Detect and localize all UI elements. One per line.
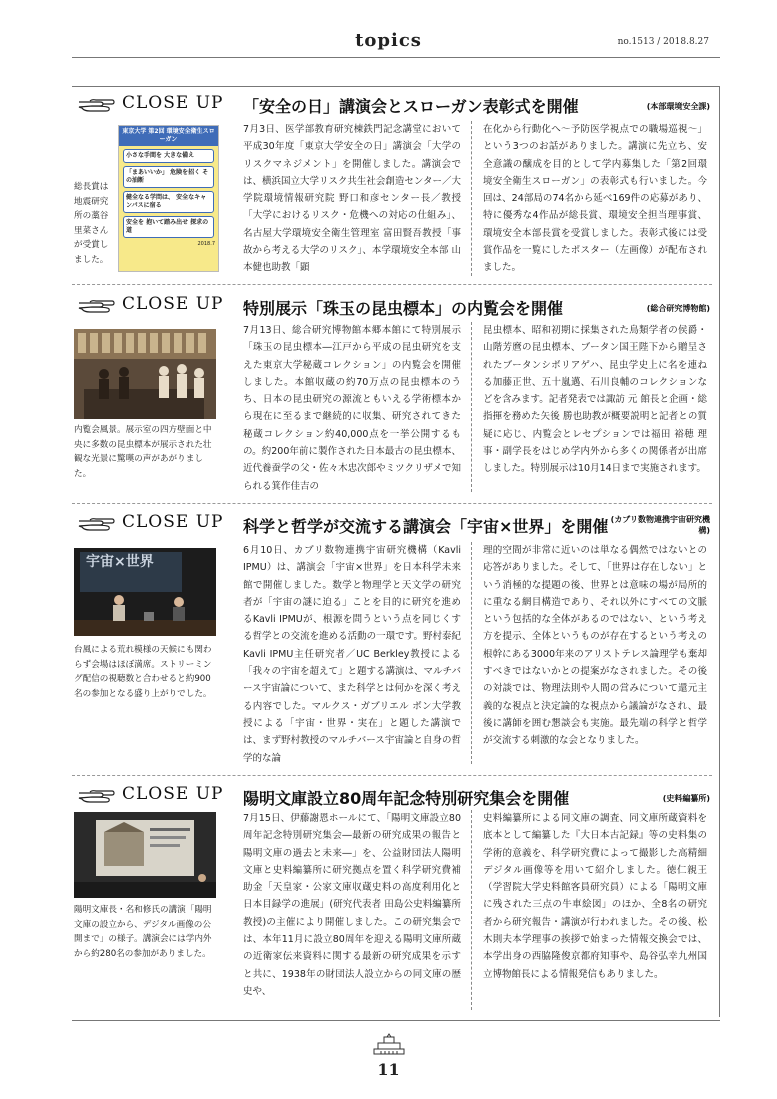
lecture-photo	[74, 548, 216, 636]
right-border	[719, 87, 720, 1017]
poster-slogan: 健全なる学問は、 安全なキャンパスに宿る	[123, 191, 214, 213]
column-divider	[471, 542, 472, 764]
poster-year: 2018.7	[197, 241, 215, 247]
pointing-hand-icon	[78, 786, 116, 804]
photo-caption: 陽明文庫長・名和修氏の講演「陽明文庫の設立から、デジタル画像の公開まで」の様子。講演会には学内外から約280名の参加がありました。	[74, 905, 212, 959]
section-divider	[72, 284, 712, 285]
article-title: 「安全の日」講演会とスローガン表彰式を開催	[243, 97, 579, 116]
exhibition-photo	[74, 329, 216, 419]
close-up-label: CLOSE UP	[122, 294, 224, 314]
screen-text: 宇宙×世界	[80, 552, 182, 592]
article-body-col1: 7月15日、伊藤謝恩ホールにて、「陽明文庫設立80周年記念特別研究集会―最新の研究成果の報告と陽明文庫の過去と未来―」を、公益財団法人陽明文庫と史料編纂所に研究拠点を置く科学研究費補助金「天皇家・公家文庫収蔵史料の高度利用化と日本目録学の進展」(研究代表者 田島公史料編纂所教授)の主催により開催しました。この研究集会では、本年11月に設立80周年を迎える陽明文庫所蔵の近衛家伝来資料に関する最新の研究成果を示すと共に、1938年の財団法人設立からの同文庫の歴史や、	[243, 813, 461, 997]
footer-rule	[72, 1020, 720, 1021]
article-body-col1: 7月13日、総合研究博物館本郷本館にて特別展示「珠玉の昆虫標本―江戸から平成の昆虫研究を支えた東京大学秘蔵コレクション」の内覧会を開催しました。本館収蔵の約70万点の昆虫標本のうち、日本の昆虫研究の源流ともいえる学術標本から現在に至るまで継続的に収集、研究されてきた秘蔵コレクション約40,000点を一挙公開するもの。約200年前に製作された日本最古の昆虫標本、近代養蚕学の父・佐々木忠次郎やミツクリザメで知られる箕作佳吉の	[243, 325, 461, 492]
close-up-label: CLOSE UP	[122, 93, 224, 113]
poster-slogan: 安全を 抱いて踏み出せ 探求の道	[123, 216, 214, 238]
yasuda-auditorium-icon	[372, 1033, 406, 1055]
section-divider	[72, 503, 712, 504]
poster-header: 東京大学 第2回 環境安全衛生スローガン	[119, 126, 218, 146]
column-divider	[471, 121, 472, 276]
content-top-rule	[72, 86, 720, 87]
article-body-col2: 在化から行動化へ〜予防医学視点での職場巡視〜」という3つのお話がありました。講演に先立ち、安全意識の醸成を目的として学内募集した「第2回環境安全衛生スローガン」の表彰式も行いました。今回は、24部局の74名から延べ169件の応募があり、特に優秀な4作品が総長賞、環境安全担当理事賞、環境安全本部長賞を受賞しました。表彰式後には受賞作品を一覧にしたポスター（左画像）が配布されました。	[483, 124, 707, 274]
header-rule	[72, 57, 720, 58]
article-title: 特別展示「珠玉の昆虫標本」の内覧会を開催	[243, 299, 564, 318]
article-dept: (総合研究博物館)	[646, 304, 710, 313]
lecture-hall-photo	[74, 812, 216, 898]
photo-caption: 台風による荒れ模様の天候にも関わらず会場はほぼ満席。ストリーミング配信の視聴数と合わせると約900名の参加となる盛り上がりでした。	[74, 645, 212, 699]
page-number: 11	[377, 1060, 400, 1079]
article-title: 陽明文庫設立80周年記念特別研究集会を開催	[243, 789, 570, 808]
pointing-hand-icon	[78, 296, 116, 314]
photo-caption: 内覧会風景。展示室の四方壁面と中央に多数の昆虫標本が展示された壮観な光景に驚嘆の声があがりました。	[74, 425, 212, 479]
article-dept: (カブリ数物連携宇宙研究機構)	[610, 515, 710, 535]
column-divider	[471, 322, 472, 492]
photo-caption: 総長賞は地震研究所の藁谷里菜さんが受賞しました。	[74, 182, 109, 265]
article-dept: (史料編纂所)	[662, 794, 710, 803]
column-divider	[471, 810, 472, 1010]
poster-slogan: 小さな手間を 大きな備え	[123, 149, 214, 163]
article-body-col2: 昆虫標本、昭和初期に採集された鳥類学者の侯爵・山階芳麿の昆虫標本、ブータン国王陛下から贈呈されたブータンシボリアゲハ、昆虫学史上に名を連ねる加藤正世、五十嵐邁、石川良輔のコレクションなどを含みます。記者発表では諏訪 元 館長と企画・総指揮を務めた矢後 勝也助教が概要説明と記者との質疑に応じ、内覧会とレセプションでは福田 裕穂 理事・副学長をはじめ学内外から多くの関係者が出席しました。特別展示は10月14日まで実施されます。	[483, 325, 707, 475]
pointing-hand-icon	[78, 95, 116, 113]
article-dept: (本部環境安全課)	[646, 102, 710, 111]
article-title: 科学と哲学が交流する講演会「宇宙×世界」を開催	[243, 517, 609, 536]
article-body-col2: 史料編纂所による同文庫の調査、同文庫所蔵資料を底本として編纂した『大日本古記録』等の史料集の学術的意義を、科学研究費によって撮影した高精細デジタル画像等を用いて紹介しました。徳仁親王（学習院大学史料館客員研究員）による「陽明文庫に残された三点の牛車絵図」のほか、全8名の研究者から研究報告・講演が行われました。その後、松木則夫本学理事の挨拶で始まった情報交換会では、本学出身の西脇隆俊京都府知事や、島谷弘幸九州国立博物館長による情報発信もありました。	[483, 813, 707, 980]
speakers-illustration	[74, 548, 216, 636]
issue-number: no.1513 / 2018.8.27	[617, 37, 709, 47]
close-up-label: CLOSE UP	[122, 784, 224, 804]
pointing-hand-icon	[78, 514, 116, 532]
section-divider	[72, 775, 712, 776]
page-header-title: topics	[355, 30, 422, 51]
slogan-poster	[118, 125, 219, 272]
article-body-col2: 理的空間が非常に近いのは単なる偶然ではないとの応答がありました。そして、「世界は存在しない」という消極的な提題の後、世界とは意味の場が局所的に重なる網目構造であり、それ以外にすべての文脈という包括的な全体があるのではない、という考え方を提示、全体というものが存在するという考えの根幹にある3000年来のアリストテレス論理学も棄却すべきではないかとの提案がなされました。その後の対談では、物理法則や人間の営みについて還元主義的な視点と決定論的な視点から議論がなされ、最後に講師を囲む懇談会も実施。最先端の科学と哲学が交流する刺激的な会となりました。	[483, 545, 707, 747]
poster-slogan: 「まあいいか」 危険を招く その油断	[123, 166, 214, 188]
close-up-label: CLOSE UP	[122, 512, 224, 532]
article-body-col1: 6月10日、カブリ数物連携宇宙研究機構（Kavli IPMU）は、講演会「宇宙×世界」を日本科学未来館で開催しました。数学と物理学と天文学の研究者が「宇宙の謎に迫る」ことを目的に研究を進めるKavli IPMUが、根源を問うという点を同じくする哲学との交流を進める活動の一環です。野村泰紀Kavli IPMU主任研究者／UC Berkley教授による「我々の宇宙を超えて」と題する講演は、マルチバース宇宙論について、また科学とは何かを深く考える内容でした。マルクス・ガブリエル ボン大学教授による「宇宙・世界・実在」と題した講演では、まず野村教授のマルチバース宇宙論と自身の哲学的な論	[243, 545, 461, 764]
article-body-col1: 7月3日、医学部教育研究棟鉄門記念講堂において平成30年度「東京大学安全の日」講演会「大学のリスクマネジメント」を開催しました。講演会では、横浜国立大学リスク共生社会創造センター／大学院環境情報研究院 野口和彦センター長／教授「大学におけるリスク・危機への対応の仕組み」、名古屋大学環境安全衛生管理室 富田賢吾教授「事故から考える大学のリスク」、本学環境安全本部 山本健也助教「顕	[243, 124, 461, 274]
